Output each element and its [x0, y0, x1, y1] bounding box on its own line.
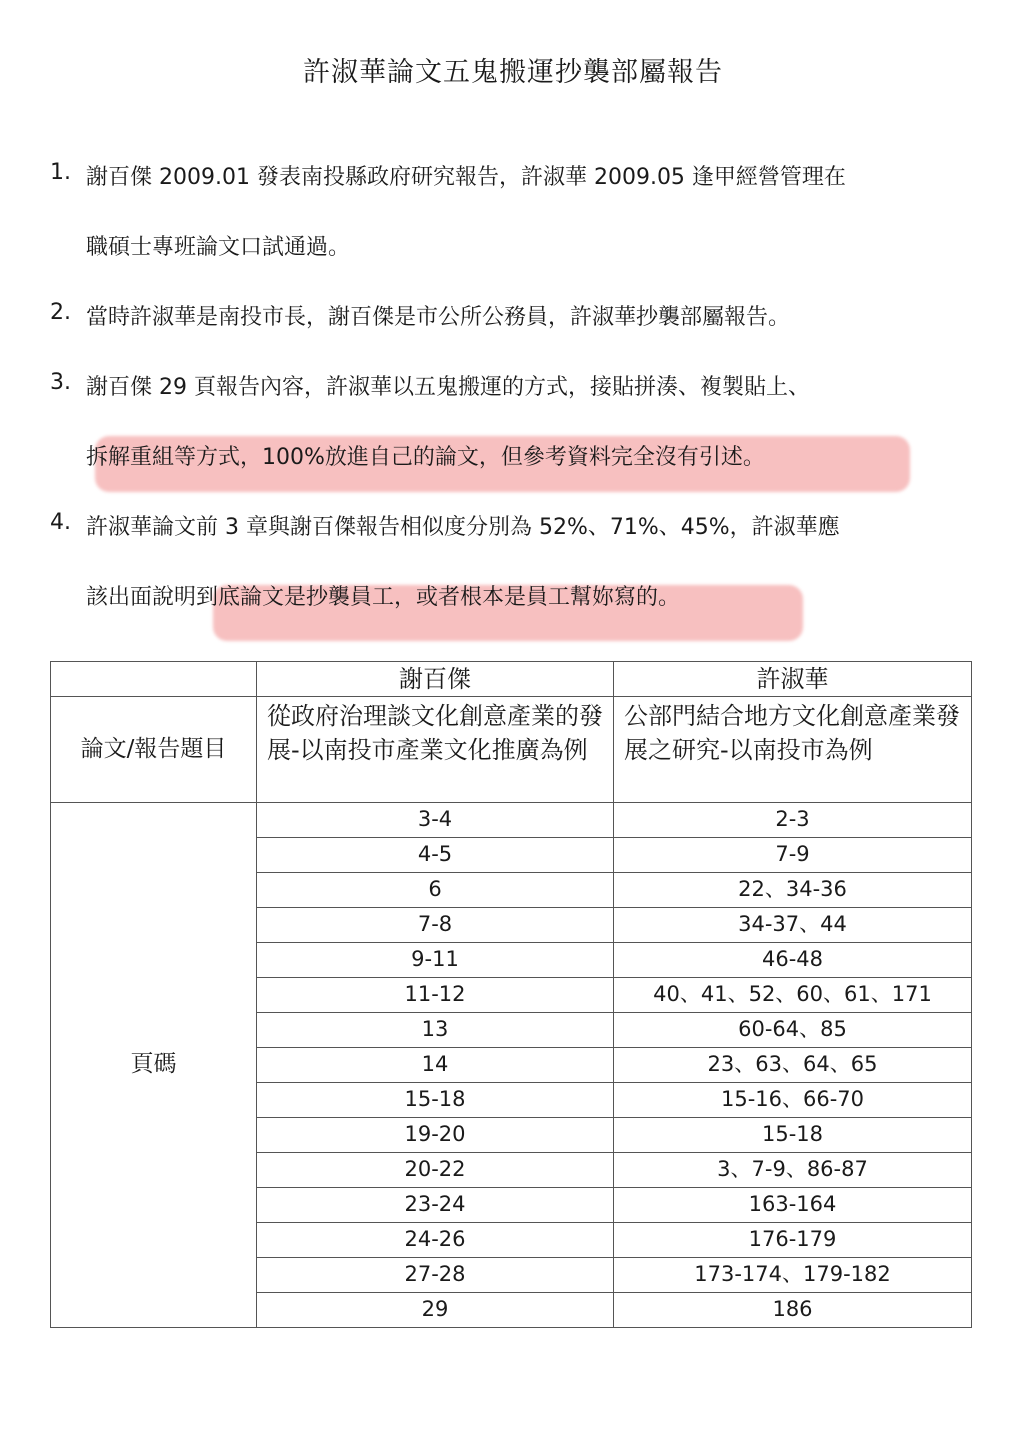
page-cell: 4-5	[257, 838, 614, 873]
page-cell: 15-18	[614, 1118, 972, 1153]
page-cell: 29	[257, 1293, 614, 1328]
item-number: 3.	[50, 370, 71, 395]
item-text: 許淑華論文前 3 章與謝百傑報告相似度分別為 52%、71%、45%，許淑華應	[86, 515, 840, 540]
item-text: 職碩士專班論文口試通過。	[86, 235, 351, 260]
page-cell: 6	[257, 873, 614, 908]
page-cell: 163-164	[614, 1188, 972, 1223]
page-cell: 3、7-9、86-87	[614, 1153, 972, 1188]
page-cell: 23-24	[257, 1188, 614, 1223]
column-header: 許淑華	[614, 662, 972, 697]
page-cell: 3-4	[257, 803, 614, 838]
page-cell: 7-8	[257, 908, 614, 943]
item-number: 4.	[50, 510, 71, 535]
item-number: 1.	[50, 160, 71, 185]
table-header-row	[51, 662, 972, 697]
page-cell: 46-48	[614, 943, 972, 978]
item-text: 謝百傑 2009.01 發表南投縣政府研究報告，許淑華 2009.05 逢甲經營管理在	[86, 165, 846, 190]
page-cell: 14	[257, 1048, 614, 1083]
item-text: 謝百傑 29 頁報告內容，許淑華以五鬼搬運的方式，接貼拼湊、複製貼上、	[86, 375, 810, 400]
topic-row	[51, 697, 972, 803]
page-cell: 186	[614, 1293, 972, 1328]
item-number: 2.	[50, 300, 71, 325]
page-cell: 7-9	[614, 838, 972, 873]
page-cell: 9-11	[257, 943, 614, 978]
page-cell: 11-12	[257, 978, 614, 1013]
page-cell: 27-28	[257, 1258, 614, 1293]
comparison-table	[50, 661, 972, 1328]
page-cell: 173-174、179-182	[614, 1258, 972, 1293]
item-text: 該出面說明到底論文是抄襲員工，或者根本是員工幫妳寫的。	[86, 585, 681, 610]
item-text: 拆解重組等方式，100%放進自己的論文，但參考資料完全沒有引述。	[86, 445, 765, 470]
page-cell: 15-18	[257, 1083, 614, 1118]
page-cell: 13	[257, 1013, 614, 1048]
page-cell: 19-20	[257, 1118, 614, 1153]
page-cell: 20-22	[257, 1153, 614, 1188]
page-cell: 40、41、52、60、61、171	[614, 978, 972, 1013]
row-label: 論文/報告題目	[51, 697, 257, 803]
page-cell: 22、34-36	[614, 873, 972, 908]
table-row	[51, 803, 972, 838]
page-cell: 2-3	[614, 803, 972, 838]
page-cell: 176-179	[614, 1223, 972, 1258]
page-cell: 24-26	[257, 1223, 614, 1258]
page-cell: 34-37、44	[614, 908, 972, 943]
page-cell: 23、63、64、65	[614, 1048, 972, 1083]
row-label: 頁碼	[51, 803, 257, 1328]
topic-cell: 公部門結合地方文化創意產業發展之研究-以南投市為例	[614, 697, 972, 803]
item-text: 當時許淑華是南投市長，謝百傑是市公所公務員，許淑華抄襲部屬報告。	[86, 305, 791, 330]
page-cell: 15-16、66-70	[614, 1083, 972, 1118]
topic-cell: 從政府治理談文化創意產業的發展-以南投市產業文化推廣為例	[257, 697, 614, 803]
document-title: 許淑華論文五鬼搬運抄襲部屬報告	[303, 57, 723, 88]
page-cell: 60-64、85	[614, 1013, 972, 1048]
table-corner-cell	[51, 662, 257, 697]
column-header: 謝百傑	[257, 662, 614, 697]
